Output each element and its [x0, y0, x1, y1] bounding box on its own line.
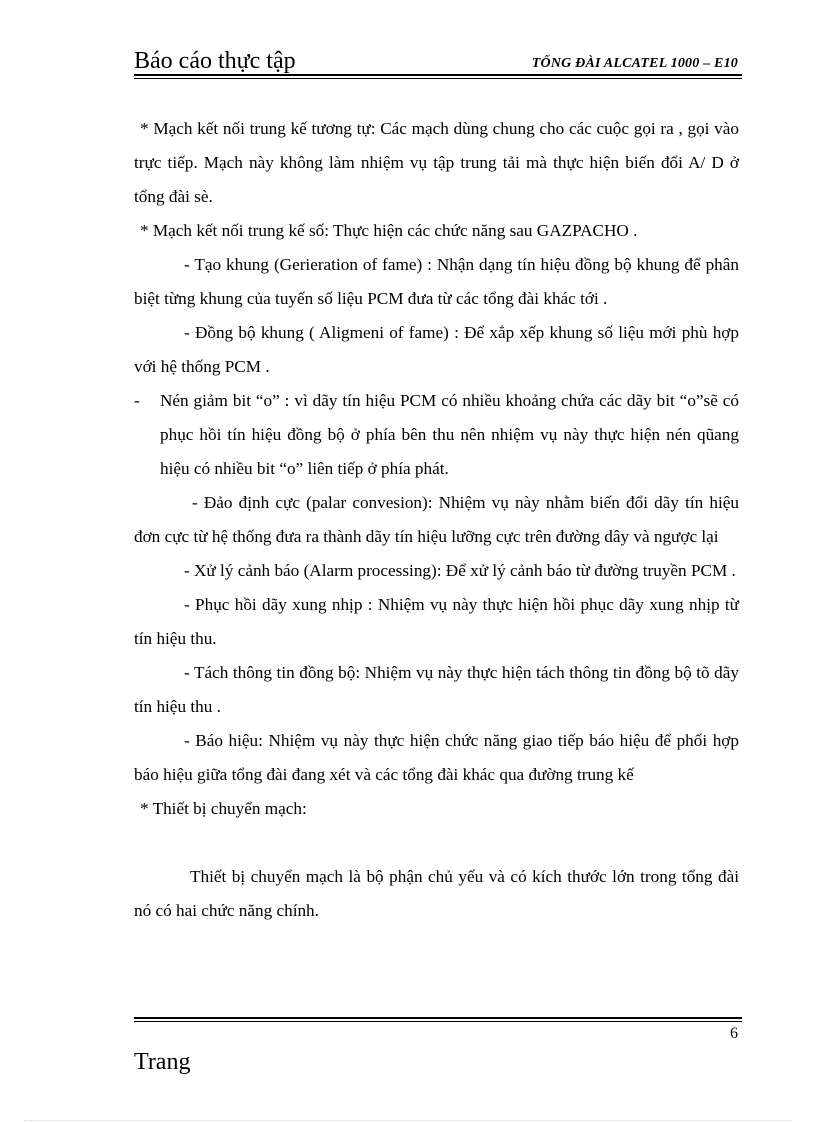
paragraph-alarm-processing: - Xử lý cảnh báo (Alarm processing): Để xử lý cảnh báo từ đường truyền PCM .	[184, 561, 736, 580]
bullet-dash-marker: -	[134, 391, 140, 410]
paragraph-digital-trunk: * Mạch kết nối trung kế số: Thực hiện các chức năng sau GAZPACHO .	[140, 221, 638, 240]
footer-page-label: Trang	[134, 1049, 191, 1075]
paragraph-sync-extraction: - Tách thông tin đồng bộ: Nhiệm vụ này thực hiện tách thông tin đồng bộ tõ dãy tín hiệu thu .	[134, 663, 739, 716]
paragraph-frame-generation: - Tạo khung (Gerieration of fame) : Nhận dạng tín hiệu đồng bộ khung để phân biệt từng khung của tuyến số liệu PCM đưa từ các tổng đài khác tới .	[134, 255, 739, 308]
bullet-item-bit-compression	[134, 384, 739, 486]
header-rule-thin	[134, 78, 742, 79]
page-number: 6	[730, 1025, 738, 1042]
paragraph-frame-alignment: - Đồng bộ khung ( Aligmeni of fame) : Để xắp xếp khung số liệu mới phù hợp với hệ thống PCM .	[134, 323, 739, 376]
paragraph-spacer	[134, 826, 739, 860]
paragraph-signaling: - Báo hiệu: Nhiệm vụ này thực hiện chức năng giao tiếp báo hiệu để phối hợp báo hiệu giữa tổng đài đang xét và các tổng đài khác qua đường trung kế	[134, 731, 739, 784]
header-report-title: Báo cáo thực tập	[134, 48, 296, 74]
header-rule-thick	[134, 74, 742, 76]
footer-rule-thin	[134, 1021, 742, 1022]
paragraph-bit-compression: Nén giảm bit “o” : vì dãy tín hiệu PCM có nhiều khoảng chứa các dãy bit “o”sẽ có phục hồi tín hiệu đồng bộ ở phía bên thu nên nhiệm vụ này thực hiện nén qũang hiệu có nhiều bit “o” liên tiếp ở phía phát.	[160, 391, 739, 478]
footer-rule-thick	[134, 1017, 742, 1019]
paragraph-switching-equipment: Thiết bị chuyển mạch là bộ phận chủ yếu và có kích thước lớn trong tổng đài nó có hai chức năng chính.	[134, 867, 739, 920]
paragraph-analog-trunk: * Mạch kết nối trung kế tương tự: Các mạch dùng chung cho các cuộc gọi ra , gọi vào trực tiếp. Mạch này không làm nhiệm vụ tập trung tải mà thực hiện biến đổi A/ D ở tổng đài sè.	[134, 119, 739, 206]
page-edge-divider	[24, 1120, 792, 1121]
paragraph-polarity-conversion: - Đảo định cực (palar convesion): Nhiệm vụ này nhằm biến đổi dãy tín hiệu đơn cực từ hệ thống đưa ra thành dãy tín hiệu lưỡng cực trên đường dây và ngược lại	[134, 493, 739, 546]
page-header	[134, 48, 742, 74]
paragraph-switching-equipment-heading: * Thiết bị chuyển mạch:	[140, 799, 307, 818]
paragraph-clock-recovery: - Phục hồi dãy xung nhịp : Nhiệm vụ này thực hiện hồi phục dãy xung nhịp từ tín hiệu thu.	[134, 595, 739, 648]
body-text	[134, 112, 739, 928]
header-document-title: TỔNG ĐÀI ALCATEL 1000 – E10	[531, 56, 738, 71]
